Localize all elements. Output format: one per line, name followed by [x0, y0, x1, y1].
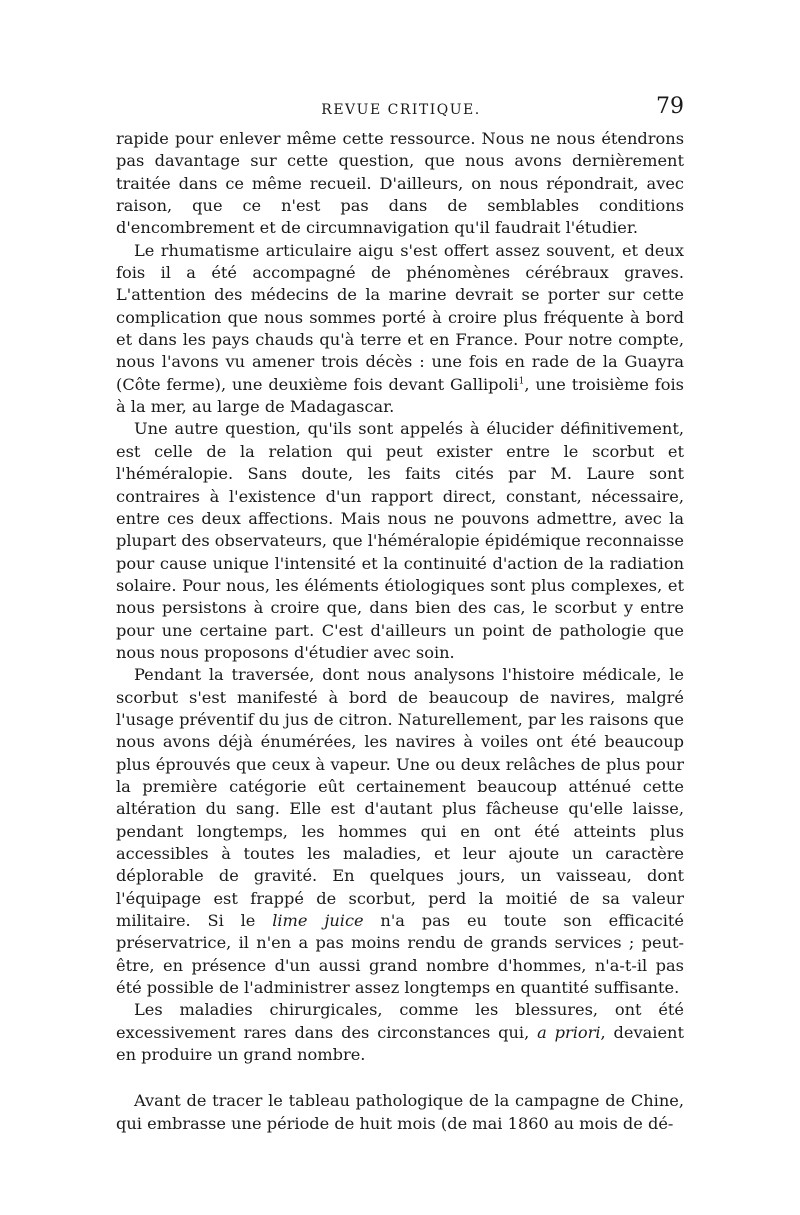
- page-number: 79: [656, 94, 684, 119]
- paragraph-5-text-a: Les maladies chirurgicales, comme les blessures, ont été excessivement rares dans des circonstances qui,: [116, 1000, 684, 1042]
- paragraph-3: Une autre question, qu'ils sont appelés à élucider définitivement, est celle de la relation qui peut exister entre le scorbut et l'héméralopie. Sans doute, les faits cités par M. Laure sont contraires à l'existence d'un rapport direct, constant, nécessaire, entre ces deux affections. Mais nous ne pouvons admettre, avec la plupart des observateurs, que l'héméralopie épidémique reconnaisse pour cause unique l'intensité et la continuité d'action de la radiation solaire. Pour nous, les éléments étiologiques sont plus complexes, et nous persistons à croire que, dans bien des cas, le scorbut y entre pour une certaine part. C'est d'ailleurs un point de pathologie que nous nous proposons d'étudier avec soin.: [116, 419, 684, 662]
- paragraph-2-text-b: , une troisième fois à la mer, au large de Madagascar.: [116, 374, 684, 417]
- paragraph-5-text-b: , devaient en produire un grand nombre.: [116, 1022, 684, 1065]
- page-body: [116, 128, 684, 1135]
- paragraph-6: Avant de tracer le tableau pathologique de la campagne de Chine, qui embrasse une période de huit mois (de mai 1860 au mois de dé-: [116, 1091, 684, 1133]
- paragraph-2-text-a: Le rhumatisme articulaire aigu s'est offert assez souvent, et deux fois il a été accompagné de phénomènes cérébraux graves. L'attention des médecins de la marine devrait se porter sur cette complication que nous sommes porté à croire plus fréquente à bord et dans les pays chauds qu'à terre et en France. Pour notre compte, nous l'avons vu amener trois décès : une fois en rade de la Guayra (Côte ferme), une deuxième fois devant Gallipoli: [116, 240, 684, 394]
- paragraph-4-text-a: Pendant la traversée, dont nous analysons l'histoire médicale, le scorbut s'est manifesté à bord de beaucoup de navires, malgré l'usage préventif du jus de citron. Naturellement, par les raisons que nous avons déjà énumérées, les navires à voiles ont été beaucoup plus éprouvés que ceux à vapeur. Une ou deux relâches de plus pour la première catégorie eût certainement beaucoup atténué cette altération du sang. Elle est d'autant plus fâcheuse qu'elle laisse, pendant longtemps, les hommes qui en ont été atteints plus accessibles à toutes les maladies, et leur ajoute un caractère déplorable de gravité. En quelques jours, un vaisseau, dont l'équipage est frappé de scorbut, perd la moitié de sa valeur militaire. Si le: [116, 665, 684, 931]
- italic-term-a-priori: a priori: [537, 1022, 601, 1042]
- italic-term-lime-juice: lime juice: [272, 911, 364, 931]
- paragraph-5: [116, 999, 684, 1066]
- page-header: [118, 94, 684, 124]
- paragraph-4: [116, 664, 684, 999]
- paragraph-1: rapide pour enlever même cette ressource. Nous ne nous étendrons pas davantage sur cette question, que nous avons dernièrement traitée dans ce même recueil. D'ailleurs, on nous répondrait, avec raison, que ce n'est pas dans de semblables conditions d'encombrement et de circumnavigation qu'il faudrait l'étudier.: [116, 129, 684, 238]
- paragraph-2: [116, 240, 684, 419]
- running-title: REVUE CRITIQUE.: [321, 102, 481, 118]
- paragraph-4-text-b: n'a pas eu toute son efficacité préservatrice, il n'en a pas moins rendu de grands services ; peut-être, en présence d'un aussi grand nombre d'hommes, n'a-t-il pas été possible de l'administrer assez longtemps en quantité suffisante.: [116, 911, 684, 998]
- footnote-mark: 1: [518, 376, 525, 387]
